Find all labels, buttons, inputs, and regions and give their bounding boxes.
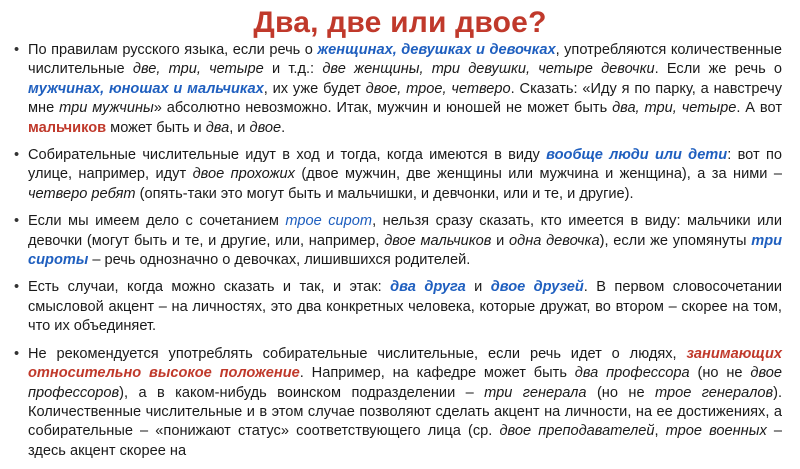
text: . Сказать: «Иду я по парку, а навстречу мне — [28, 80, 782, 117]
text: Собирательные числительные идут в ход и тогда, когда имеются в виду — [28, 147, 547, 164]
example: двое профессоров — [28, 365, 782, 401]
example: одна девочка — [509, 232, 600, 249]
text: Не рекомендуется употреблять собирательные числительные, если речь идет о людях, — [28, 345, 687, 362]
text: , и — [229, 119, 250, 136]
text: может быть и — [106, 119, 206, 136]
text: . Если же речь о — [654, 61, 783, 78]
bullet-paragraph-1 — [14, 41, 782, 138]
highlight-two-friends: два друга — [390, 279, 466, 296]
text: » абсолютно невозможно. Итак, мужчин и юношей не может быть — [153, 100, 613, 117]
example: двое мальчиков — [384, 232, 492, 249]
highlight-people: вообще люди или дети — [546, 147, 728, 164]
text: Если мы имеем дело с сочетанием — [28, 213, 286, 230]
example: двое — [249, 119, 282, 136]
text: – речь однозначно о девочках, лишившихся родителей. — [88, 252, 471, 269]
text: – здесь акцент скорее на — [28, 423, 783, 459]
bullet-paragraph-5 — [14, 345, 782, 461]
highlight-boys: мальчиков — [28, 119, 107, 136]
text: и т.д.: — [263, 61, 323, 78]
text: Есть случаи, когда можно сказать и так, и этак: — [28, 279, 391, 296]
example: два, три, четыре — [612, 100, 737, 117]
slide-title: Два, две или двое? — [253, 6, 547, 39]
example: три генерала — [484, 384, 587, 401]
example: две, три, четыре — [132, 61, 264, 78]
text: ). Количественные числительные и в этом случае позволяют сделать акцент на личности, на ее достижениях, а собирательные – «понижают статус» соответствующего лица (ср. — [28, 384, 782, 440]
example: двое прохожих — [192, 166, 295, 183]
text: . — [281, 119, 286, 136]
example: три мужчины — [59, 100, 154, 117]
example: четверо ребят — [28, 185, 136, 202]
text: ), если же упомянуты — [599, 232, 752, 249]
text: По правилам русского языка, если речь о — [28, 42, 318, 58]
text: (опять-таки это могут быть и мальчишки, и девчонки, или и те, и другие). — [135, 185, 634, 202]
slide-body — [14, 41, 782, 469]
text: . А вот — [736, 100, 783, 117]
highlight-orphans: трое сирот — [285, 213, 373, 230]
example: два профессора — [574, 365, 690, 382]
example: две женщины, три девушки, четыре девочки — [322, 61, 655, 78]
text: ), а в каком-нибудь воинском подразделении – — [119, 384, 485, 401]
example: трое военных — [665, 423, 767, 440]
example: двое, трое, четверо — [365, 80, 511, 97]
text: . В первом словосочетании смысловой акцент – на личностях, это два конкретных человека, которые дружат, во втором – скорее на том, что их объединяет. — [28, 279, 783, 335]
text: (двое мужчин, две женщины или мужчина и женщина), а за ними – — [294, 166, 782, 183]
text: (но не — [689, 365, 751, 382]
bullet-paragraph-4 — [14, 278, 782, 336]
example: трое генералов — [654, 384, 774, 401]
text: и — [491, 232, 510, 249]
highlight-men: мужчинах, юношах и мальчиках — [28, 80, 264, 97]
text: , — [654, 423, 666, 440]
text: , употребляются количественные числительные — [28, 42, 782, 78]
text: , нельзя сразу сказать, кто имеется в виду: мальчики или девочки (могут быть и те, и другие, или, например, — [28, 213, 782, 249]
text: . Например, на кафедре может быть — [299, 365, 575, 382]
text: , их уже будет — [263, 80, 366, 97]
bullet-paragraph-2 — [14, 146, 782, 204]
text: : вот по улице, например, идут — [28, 147, 782, 183]
highlight-high-position: занимающих относительно высокое положение — [28, 345, 782, 382]
bullet-paragraph-3 — [14, 212, 782, 270]
text: (но не — [586, 384, 655, 401]
example: два — [205, 119, 230, 136]
text: и — [465, 279, 491, 296]
highlight-two-friends-collective: двое друзей — [490, 279, 584, 296]
example: двое преподавателей — [499, 423, 655, 440]
highlight-women: женщинах, девушках и девочках — [317, 42, 556, 58]
highlight-orphans-female: три сироты — [28, 232, 783, 269]
